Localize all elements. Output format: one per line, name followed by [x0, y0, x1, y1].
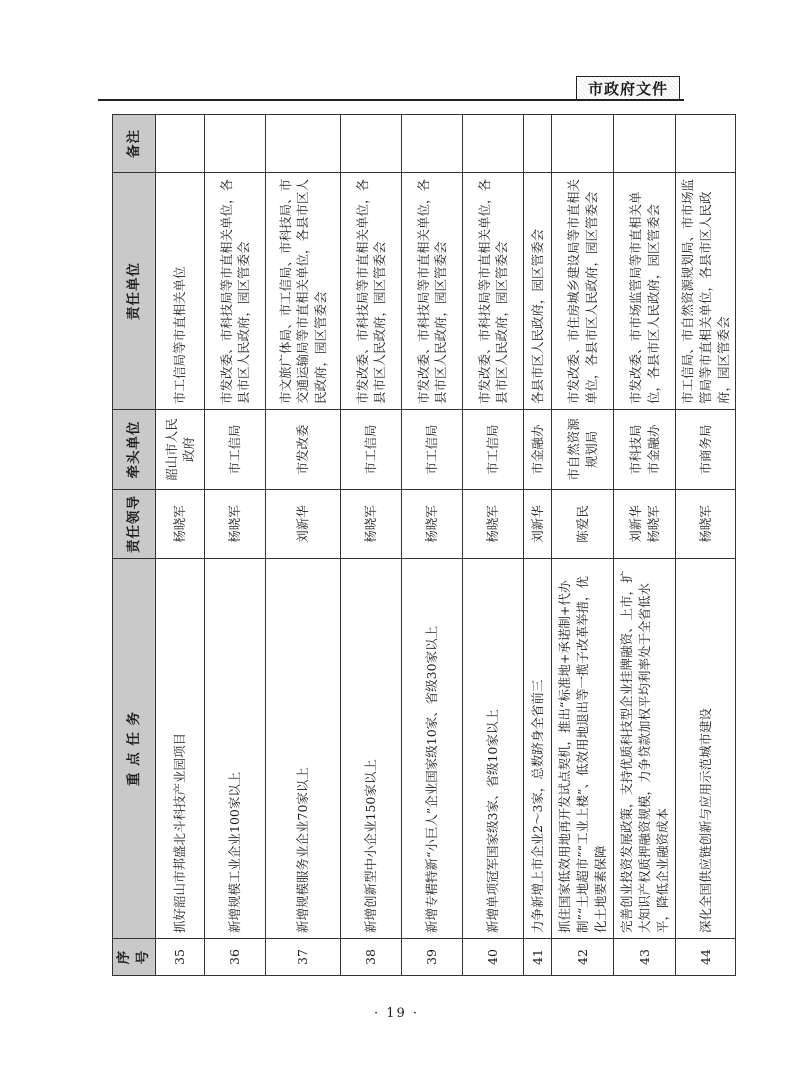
cell-lead-dept: 市工信局 — [402, 410, 463, 490]
table-row — [205, 115, 266, 976]
cell-remarks — [402, 115, 463, 173]
header-resp-units: 责任单位 — [113, 173, 156, 410]
page-number: · 19 · — [373, 1006, 420, 1021]
cell-resp-units: 市发改委、市市场监管局等市直相关单位，各县市区人民政府，园区管委会 — [614, 173, 676, 410]
header-no: 序号 — [113, 939, 156, 976]
table-row — [266, 115, 341, 976]
cell-resp-units: 市发改委、市住房城乡建设局等市直相关单位，各县市区人民政府，园区管委会 — [552, 173, 614, 410]
cell-leader: 陈爱民 — [552, 490, 614, 559]
rotated-table — [112, 115, 731, 976]
cell-remarks — [614, 115, 676, 173]
table-row — [463, 115, 524, 976]
cell-remarks — [205, 115, 266, 173]
table-header-row — [113, 115, 156, 976]
cell-remarks — [341, 115, 402, 173]
table-row — [552, 115, 614, 976]
cell-no: 43 — [614, 939, 676, 976]
cell-no: 41 — [524, 939, 552, 976]
cell-resp-units: 市发改委、市科技局等市直相关单位，各县市区人民政府，园区管委会 — [402, 173, 463, 410]
cell-no: 39 — [402, 939, 463, 976]
table-row — [341, 115, 402, 976]
header-rule — [98, 99, 684, 101]
header-lead-dept: 牵头单位 — [113, 410, 156, 490]
cell-lead-dept: 市发改委 — [266, 410, 341, 490]
cell-lead-dept: 市金融办 — [524, 410, 552, 490]
cell-no: 44 — [676, 939, 736, 976]
header-remarks: 备注 — [113, 115, 156, 173]
cell-remarks — [266, 115, 341, 173]
cell-leader: 杨晓军 — [463, 490, 524, 559]
cell-leader: 杨晓军 — [676, 490, 736, 559]
cell-leader: 刘新华 — [266, 490, 341, 559]
cell-resp-units: 市发改委、市科技局等市直相关单位，各县市区人民政府，园区管委会 — [205, 173, 266, 410]
cell-resp-units: 市发改委、市科技局等市直相关单位，各县市区人民政府，园区管委会 — [463, 173, 524, 410]
cell-remarks — [156, 115, 205, 173]
cell-lead-dept: 市工信局 — [463, 410, 524, 490]
cell-leader: 杨晓军 — [156, 490, 205, 559]
cell-leader: 杨晓军 — [341, 490, 402, 559]
cell-remarks — [524, 115, 552, 173]
cell-resp-units: 各县市区人民政府，园区管委会 — [524, 173, 552, 410]
cell-task: 新增专精特新“小巨人”企业国家级10家、省级30家以上 — [402, 559, 463, 939]
cell-task: 力争新增上市企业2～3家，总数跻身全省前三 — [524, 559, 552, 939]
cell-lead-dept: 市工信局 — [341, 410, 402, 490]
cell-leader: 杨晓军 — [205, 490, 266, 559]
cell-leader: 刘新华 杨晓军 — [614, 490, 676, 559]
cell-resp-units: 市工信局等市直相关单位 — [156, 173, 205, 410]
cell-remarks — [552, 115, 614, 173]
cell-resp-units: 市工信局、市自然资源规划局、市市场监管局等市直相关单位，各县市区人民政府，园区管委会 — [676, 173, 736, 410]
cell-lead-dept: 市自然资源规划局 — [552, 410, 614, 490]
cell-lead-dept: 韶山市人民政府 — [156, 410, 205, 490]
cell-task: 新增单项冠军国家级3家、省级10家以上 — [463, 559, 524, 939]
cell-remarks — [676, 115, 736, 173]
cell-lead-dept: 市商务局 — [676, 410, 736, 490]
header-leader: 责任领导 — [113, 490, 156, 559]
cell-resp-units: 市文旅广体局、市工信局、市科技局、市交通运输局等市直相关单位，各县市区人民政府，园区管委会 — [266, 173, 341, 410]
table-row — [614, 115, 676, 976]
task-table — [112, 114, 736, 976]
document-type-tag: 市政府文件 — [576, 76, 680, 100]
cell-no: 40 — [463, 939, 524, 976]
cell-lead-dept: 市科技局 市金融办 — [614, 410, 676, 490]
table-row — [156, 115, 205, 976]
cell-leader: 杨晓军 — [402, 490, 463, 559]
cell-no: 36 — [205, 939, 266, 976]
cell-no: 42 — [552, 939, 614, 976]
table-row — [524, 115, 552, 976]
cell-leader: 刘新华 — [524, 490, 552, 559]
task-table-container — [112, 115, 731, 976]
cell-task: 抓好韶山市邦盛北斗科技产业园项目 — [156, 559, 205, 939]
cell-no: 38 — [341, 939, 402, 976]
cell-task: 完善创业投资发展政策，支持优质科技型企业挂牌融资、上市，扩大知识产权质押融资规模，力争贷款加权平均利率处于全省低水平，降低企业融资成本 — [614, 559, 676, 939]
cell-no: 37 — [266, 939, 341, 976]
cell-task: 新增创新型中小企业150家以上 — [341, 559, 402, 939]
cell-lead-dept: 市工信局 — [205, 410, 266, 490]
header-task: 重 点 任 务 — [113, 559, 156, 939]
cell-task: 新增规模服务业企业70家以上 — [266, 559, 341, 939]
cell-task: 深化全国供应链创新与应用示范城市建设 — [676, 559, 736, 939]
cell-task: 抓住国家低效用地再开发试点契机，推出“标准地+承诺制+代办制”“土地超市”“工业上楼”、低效用地退出等一揽子改革举措，优化土地要素保障 — [552, 559, 614, 939]
cell-task: 新增规模工业企业100家以上 — [205, 559, 266, 939]
cell-remarks — [463, 115, 524, 173]
cell-no: 35 — [156, 939, 205, 976]
table-row — [402, 115, 463, 976]
table-row — [676, 115, 736, 976]
cell-resp-units: 市发改委、市科技局等市直相关单位，各县市区人民政府，园区管委会 — [341, 173, 402, 410]
